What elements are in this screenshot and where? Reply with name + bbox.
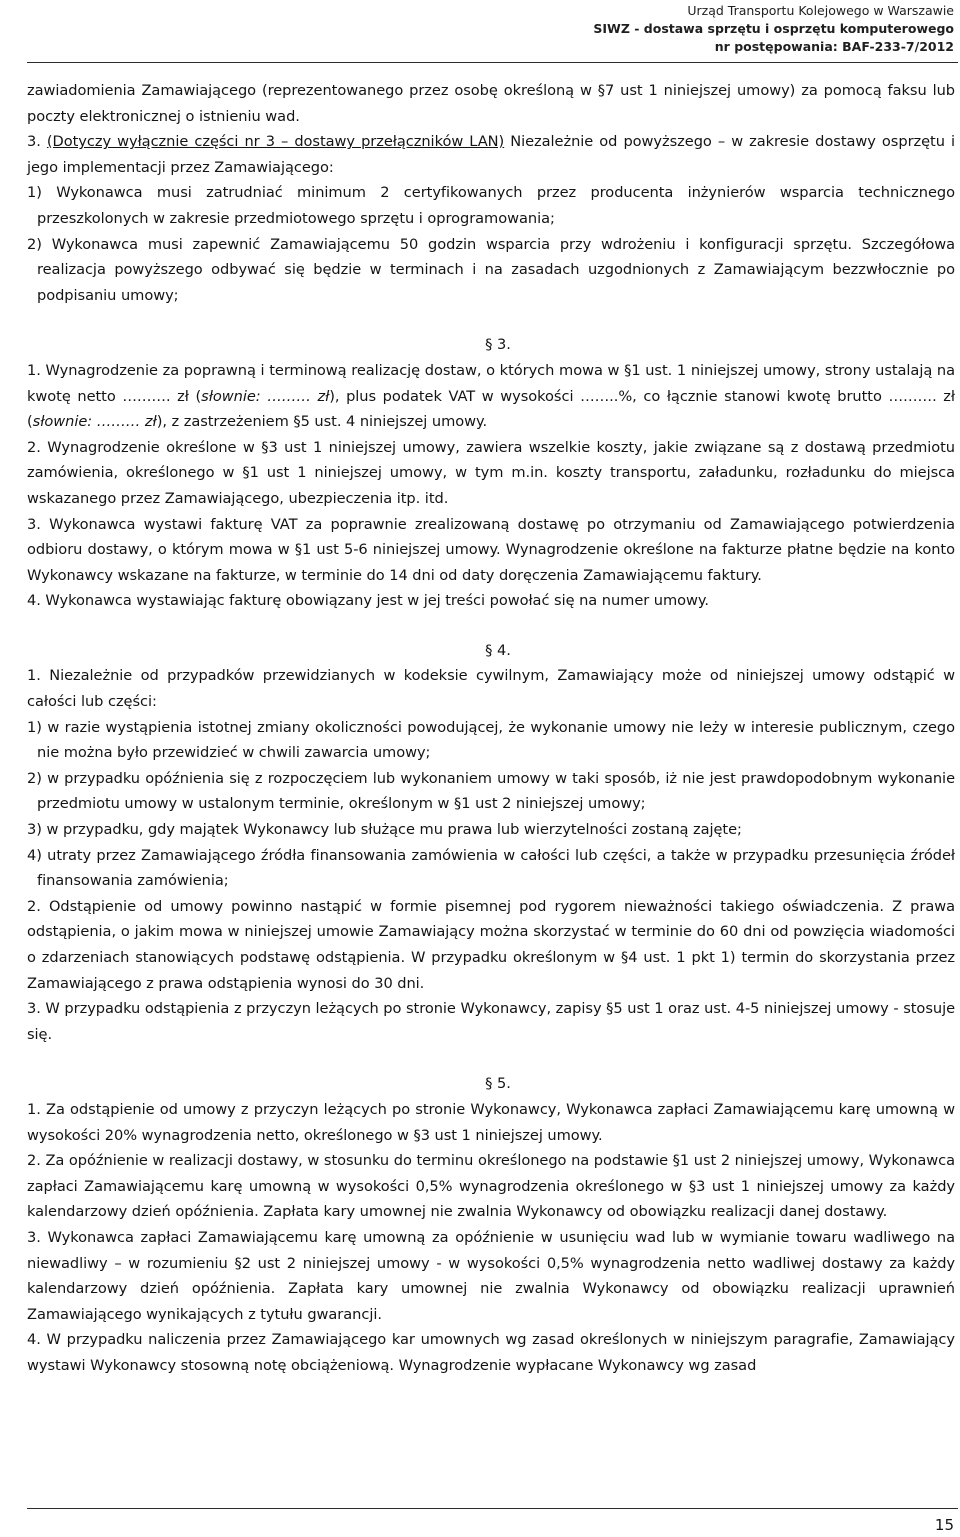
section-heading-5: § 5.: [485, 1075, 511, 1093]
clause-scope-note: (Dotyczy wyłącznie części nr 3 – dostawy przełączników LAN): [46, 133, 505, 151]
list-item: 3. W przypadku odstąpienia z przyczyn leżących po stronie Wykonawcy, zapisy §5 ust 1 oraz ust. 4-5 niniejszej umowy - stosuje się.: [27, 1000, 955, 1043]
list-item: 1. Niezależnie od przypadków przewidzianych w kodeksie cywilnym, Zamawiający może od niniejszej umowy odstąpić w całości lub części:: [27, 667, 955, 711]
list-item: 2. Za opóźnienie w realizacji dostawy, w stosunku do terminu określonego na podstawie §1 ust 2 niniejszej umowy, Wykonawca zapłaci Zamawiającemu karę umowną w wysokości 0,5% wynagrodzenia określonego w §3 ust 1 niniejszej umowy za każdy kalendarzowy dzień opóźnienia. Zapłata kary umownej nie zwalnia Wykonawcy od obowiązku realizacji danej dostawy.: [27, 1152, 955, 1221]
header-institution: Urząd Transportu Kolejowego w Warszawie: [687, 3, 954, 18]
list-item: 4) utraty przez Zamawiającego źródła finansowania zamówienia w całości lub części, a także w przypadku przesunięcia źródeł finansowania zamówienia;: [27, 846, 955, 890]
header-case-number: nr postępowania: BAF-233-7/2012: [714, 39, 954, 54]
list-item: 2) w przypadku opóźnienia się z rozpoczęciem lub wykonaniem umowy w taki sposób, iż nie jest prawdopodobnym wykonanie przedmiotu umowy w ustalonym terminie, określonym w §1 ust 2 niniejszej umowy;: [27, 769, 955, 813]
section-heading-3: § 3.: [485, 336, 511, 354]
list-item: 1) Wykonawca musi zatrudniać minimum 2 certyfikowanych przez producenta inżynierów wsparcia technicznego przeszkolonych w zakresie przedmiotowego sprzętu i oprogramowania;: [27, 184, 955, 227]
list-item: 1. Wynagrodzenie za poprawną i terminową realizację dostaw, o których mowa w §1 ust. 1 niniejszej umowy, strony ustalają na kwotę netto ………. zł (słownie: ……… zł), plus podatek VAT w wysokości ……..%, co łącznie stanowi kwotę brutto ………. zł (słownie: ……… zł), z zastrzeżeniem §5 ust. 4 niniejszej umowy.: [27, 361, 955, 431]
header-divider: [27, 62, 958, 63]
list-item: 2) Wykonawca musi zapewnić Zamawiającemu 50 godzin wsparcia przy wdrożeniu i konfiguracji sprzętu. Szczegółowa realizacja powyższego odbywać się będzie w terminach i na zasadach uzgodnionych z Zamawiającym bezzwłocznie po podpisaniu umowy;: [27, 235, 955, 304]
list-item: 1) w razie wystąpienia istotnej zmiany okoliczności powodującej, że wykonanie umowy nie leży w interesie publicznym, czego nie można było przewidzieć w chwili zawarcia umowy;: [27, 718, 955, 762]
list-item: 2. Wynagrodzenie określone w §3 ust 1 niniejszej umowy, zawiera wszelkie koszty, jakie związane są z dostawą przedmiotu zamówienia, określonego w §1 ust 1 niniejszej umowy, w tym m.in. koszty transportu, załadunku, rozładunku do miejsca wskazanego przez Zamawiającego, ubezpieczenia itp. itd.: [27, 438, 955, 507]
list-item: 4. Wykonawca wystawiając fakturę obowiązany jest w jej treści powołać się na numer umowy.: [27, 592, 710, 610]
section-heading-4: § 4.: [485, 641, 511, 659]
page-header: [593, 2, 954, 56]
list-item: 3. Wykonawca wystawi fakturę VAT za poprawnie zrealizowaną dostawę po otrzymaniu od Zamawiającego potwierdzenia odbioru dostawy, o którym mowa w §1 ust 5-6 niniejszej umowy. Wynagrodzenie określone na fakturze płatne będzie na konto Wykonawcy wskazane na fakturze, w terminie do 14 dni od daty doręczenia Zamawiającemu faktury.: [27, 515, 955, 584]
list-item: 2. Odstąpienie od umowy powinno nastąpić w formie pisemnej pod rygorem nieważności takiego oświadczenia. Z prawa odstąpienia, o jakim mowa w niniejszej umowie Zamawiający można skorzystać w terminie do 60 dni od powzięcia wiadomości o zdarzeniach stanowiących podstawę odstąpienia. W przypadku określonym w §4 ust. 1 pkt 1) termin do skorzystania przez Zamawiającego z prawa odstąpienia wynosi do 30 dni.: [27, 897, 955, 992]
list-item: 3) w przypadku, gdy majątek Wykonawcy lub służące mu prawa lub wierzytelności zostaną zajęte;: [27, 821, 742, 839]
list-item: 4. W przypadku naliczenia przez Zamawiającego kar umownych wg zasad określonych w niniejszym paragrafie, Zamawiający wystawi Wykonawcy stosowną notę obciążeniową. Wynagrodzenie wypłacane Wykonawcy wg zasad: [27, 1331, 955, 1374]
footer-divider: [27, 1508, 958, 1509]
clause-number: 3.: [27, 133, 41, 151]
document-body: [27, 78, 955, 1379]
list-item: 3. Wykonawca zapłaci Zamawiającemu karę umowną za opóźnienie w usunięciu wad lub w wymianie towaru wadliwego na niewadliwy – w rozumieniu §2 ust 2 niniejszej umowy - w wysokości 0,5% wynagrodzenia netto wadliwej dostawy za każdy kalendarzowy dzień opóźnienia. Zapłata kary umownej nie zwalnia Wykonawcy od obowiązku realizacji uprawnień Zamawiającego wynikających z tytułu gwarancji.: [27, 1228, 955, 1323]
page-number: 15: [934, 1516, 954, 1534]
clause-text: Niezależnie od powyższego – w zakresie dostawy osprzętu i jego implementacji przez Zamawiającego:: [27, 133, 956, 176]
paragraph-lan-clause: [27, 129, 955, 180]
header-title: SIWZ - dostawa sprzętu i osprzętu komputerowego: [593, 21, 954, 36]
list-item: 1. Za odstąpienie od umowy z przyczyn leżących po stronie Wykonawcy, Wykonawca zapłaci Zamawiającemu karę umowną w wysokości 20% wynagrodzenia netto, określonego w §3 ust 1 niniejszej umowy.: [27, 1100, 955, 1144]
paragraph-defects-notice: zawiadomienia Zamawiającego (reprezentowanego przez osobę określoną w §7 ust 1 niniejszej umowy) za pomocą faksu lub poczty elektronicznej o istnieniu wad.: [27, 82, 955, 125]
